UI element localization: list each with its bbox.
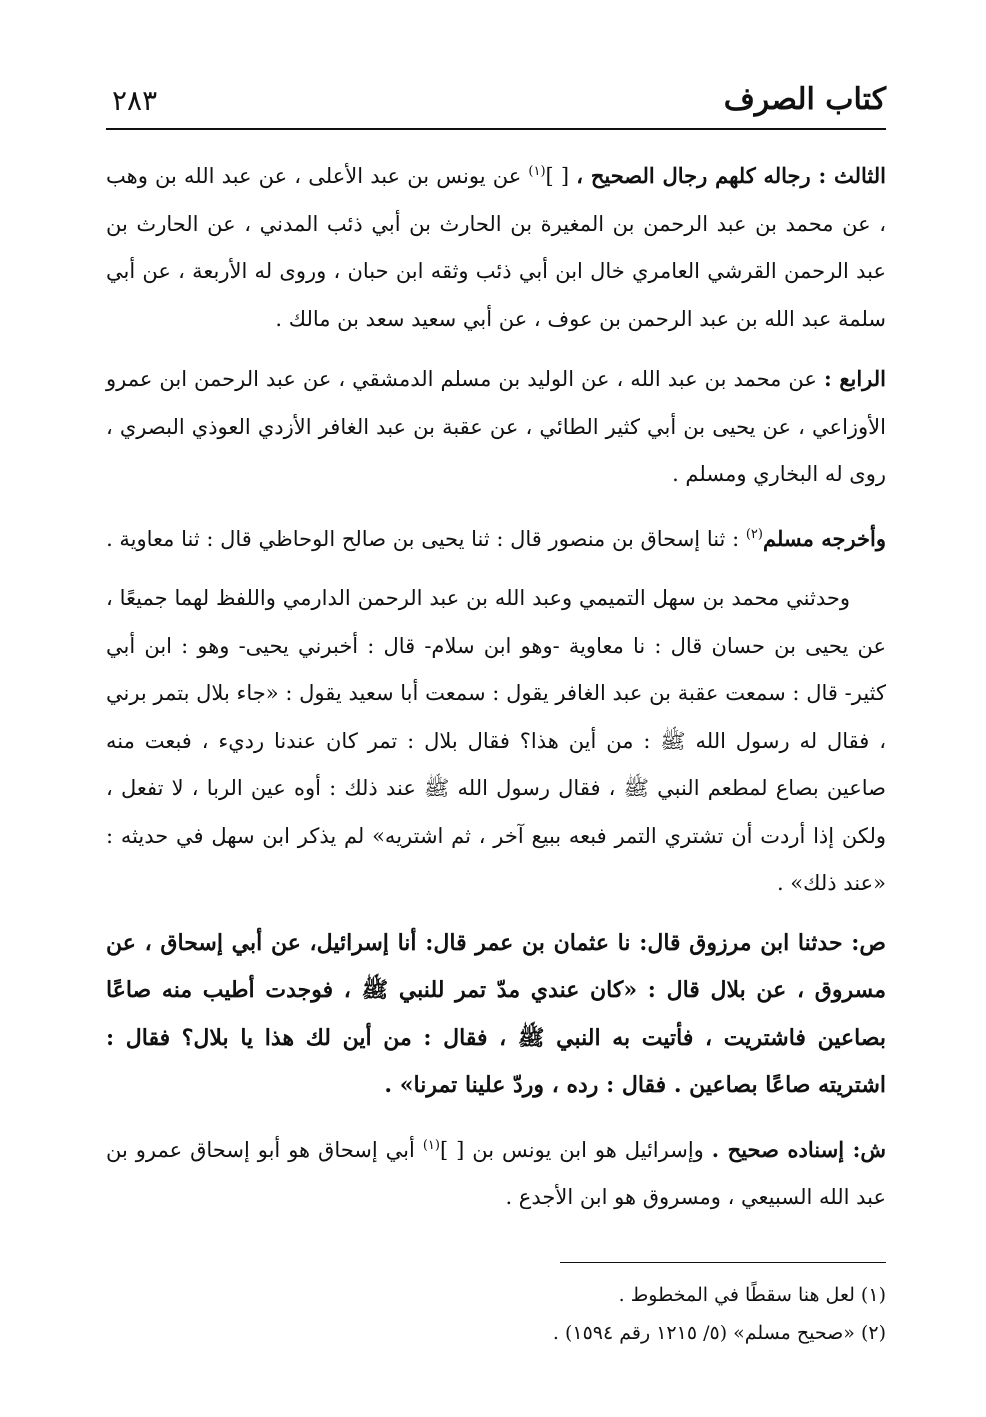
paragraph-text: أبي إسحاق هو أبو إسحاق عمرو بن عبد الله السبيعي ، ومسروق هو ابن الأجدع . [106, 1137, 886, 1209]
footnote-divider [560, 1262, 886, 1263]
footnote-2: (٢) «صحيح مسلم» (٥/ ١٢١٥ رقم ١٥٩٤) . [552, 1322, 886, 1344]
paragraph-text: وحدثني محمد بن سهل التميمي وعبد الله بن عبد الرحمن الدارمي واللفظ لهما جميعًا ، عن يحيى بن حسان قال : نا معاوية -وهو ابن سلام- قال : أخبرني يحيى- وهو : ابن أبي كثير- قال : سمعت عقبة بن عبد الغافر يقول : سمعت أبا سعيد يقول : «جاء بلال بتمر برني ، فقال له رسول الله ﷺ : من أين هذا؟ فقال بلال : تمر كان عندنا رديء ، فبعت منه صاعين بصاع لمطعم النبي ﷺ ، فقال رسول الله ﷺ عند ذلك : أوه عين الربا ، لا تفعل ، ولكن إذا أردت أن تشتري التمر فبعه ببيع آخر ، ثم اشتريه» لم يذكر ابن سهل في حديثه : «عند ذلك» . [106, 586, 886, 895]
paragraph-text: : ثنا إسحاق بن منصور قال : ثنا يحيى بن صالح الوحاظي قال : ثنا معاوية . [106, 526, 740, 551]
paragraph-text: عن محمد بن عبد الله ، عن الوليد بن مسلم الدمشقي ، عن عبد الرحمن ابن عمرو الأوزاعي ، عن يحيى بن أبي كثير الطائي ، عن عقبة بن عبد الغافر الأزدي العوذي البصري ، روى له البخاري ومسلم . [106, 367, 886, 486]
page-header [106, 72, 886, 130]
paragraph-third-chain [106, 148, 886, 343]
paragraph-lead: وأخرجه مسلم [762, 525, 886, 551]
footnote-ref: (١) [528, 164, 546, 179]
main-text [106, 148, 886, 1234]
paragraph-lead: ش: إسناده صحيح . [711, 1136, 886, 1162]
chapter-title: كتاب الصرف [723, 82, 886, 117]
footnotes [553, 1276, 886, 1352]
paragraph-text: وإسرائيل هو ابن يونس بن [472, 1137, 704, 1162]
paragraph-text: ص: حدثنا ابن مرزوق قال: نا عثمان بن عمر قال: أنا إسرائيل، عن أبي إسحاق ، عن مسروق ، عن بلال قال : «كان عندي مدّ تمر للنبي ﷺ ، فوجدت أطيب منه صاعًا بصاعين فاشتريت ، فأتيت به النبي ﷺ ، فقال : من أين لك هذا يا بلال؟ فقال : اشتريته صاعًا بصاعين . فقال : رده ، وردّ علينا تمرنا» . [106, 929, 886, 1098]
footnote-1: (١) لعل هنا سقطًا في المخطوط . [618, 1284, 886, 1306]
footnote-ref: (٢) [745, 526, 763, 542]
paragraph-matn [106, 920, 886, 1110]
bracket-gap: [ ] [545, 164, 570, 188]
bracket-gap: [ ] [439, 1137, 465, 1162]
footnote-ref: (١) [422, 1137, 440, 1153]
paragraph-lead: الرابع : [823, 366, 886, 391]
paragraph-text: عن يونس بن عبد الأعلى ، عن عبد الله بن وهب ، عن محمد بن عبد الرحمن بن المغيرة بن الحارث بن أبي ذئب المدني ، عن الحارث بن عبد الرحمن القرشي العامري خال ابن أبي ذئب وثقه ابن حبان ، وروى له الأربعة ، عن أبي سلمة عبد الله بن عبد الرحمن بن عوف ، عن أبي سعيد سعد بن مالك . [106, 164, 886, 331]
paragraph-commentary [106, 1122, 886, 1222]
paragraph-muslim-source [106, 511, 886, 564]
paragraph-hadith-narration [106, 575, 886, 908]
page-number: ٢٨٣ [112, 84, 158, 117]
paragraph-lead: الثالث : رجاله كلهم رجال الصحيح ، [576, 163, 886, 188]
paragraph-fourth-chain [106, 355, 886, 499]
